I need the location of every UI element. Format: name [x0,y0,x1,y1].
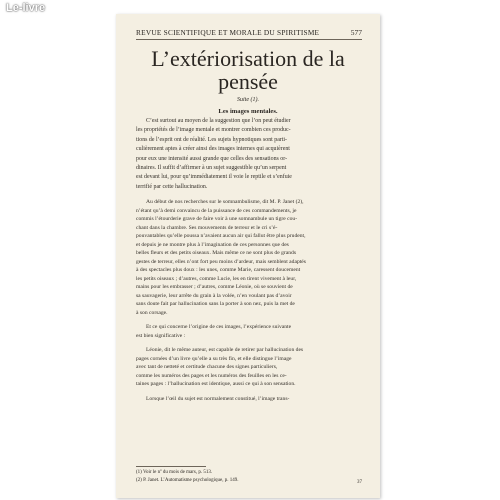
text-line: comme les numéros des pages et les numéros des feuilles en les ce- [136,372,287,379]
paragraph [136,198,362,317]
text-line: belles fleurs et des petits oiseaux. Mais même ce ne sont plus de grands [136,250,297,257]
text-line: les petits oiseaux ; d’autres, comme Lucie, les en tirent vivement à leur, [136,275,297,282]
text-line: à son corsage. [136,309,168,316]
text-line: est bien significative : [136,332,186,339]
scanned-page [116,14,380,498]
text-line: C’est surtout au moyen de la suggestion que l’on peut étudier [146,118,291,124]
text-line: mains pour les embrasser ; d’autres, comme Léonie, où se souvient de [136,284,293,291]
paragraph [136,323,362,340]
footnote-2: (2) P. Janet. L’Automatisme psychologique, p. 149. [136,478,239,483]
text-line: et depuis je ne montre plus à l’imagination de ces personnes que des [136,241,289,248]
section-heading: Les images mentales. [218,108,278,115]
article-title [126,47,370,93]
text-line: à des spectacles plus doux : les unes, comme Marie, caressent doucement [136,267,301,274]
text-line: est devant lui, pour qu’immédiatement il voie le reptile et s’enfuie [136,174,292,181]
running-header [136,28,362,40]
text-line: gestes de terreur, elles n’ont fort peu moins d’ardeur, mais semblent adaptés [136,258,306,265]
text-line: les propriétés de l’image mentale et montrer combien ces produc- [136,127,291,134]
text-line: culièrement aptes à créer ainsi des images internes qui acquièrent [136,146,290,153]
article-body [136,117,362,403]
site-watermark: Le-livre [6,2,46,14]
page-number: 577 [350,28,362,37]
text-line: chant dans la chambre. Ses mouvements de terreur et le cri s’é- [136,224,278,231]
text-line: Au début de nos recherches sur le somnambulisme, dit M. P. Janet (2), [146,199,304,206]
footnote-1: (1) Voir le nº du mois de mars, p. 513. [136,470,213,475]
text-line: dinaires. Il suffit d’affirmer à un sujet suggestible qu’un serpent [136,165,287,172]
text-line: Et ce qui concerne l’origine de ces images, l’expérience suivante [146,324,292,331]
article-title-line-1: L’extériorisation de la [151,46,345,71]
text-line: sans doute fait par hallucination sans la porter à son nez, puis la met de [136,301,295,308]
text-line: n’étant qu’à demi convaincu de la puissance de ces commandements, je [136,207,297,214]
footnotes [136,469,362,485]
text-line: tions de l’esprit ont de réalité. Les sujets hypnotiques sont parti- [136,136,287,143]
paragraph [136,117,362,192]
paragraph [136,395,362,404]
running-title: REVUE SCIENTIFIQUE ET MORALE DU SPIRITISME [136,28,320,37]
footnote-rule [136,466,206,467]
article-subtitle: Suite (1). [237,97,259,103]
text-line: taines pages : l’hallucination est identique, aussi ce qui à son sensation. [136,381,296,388]
signature-folio: 37 [357,480,362,485]
text-line: sa sauvagerie, leur arrête du grain à la volée, n’en voulant pas d’avoir [136,292,292,299]
text-line: pour eux une intensité aussi grande que celles des sensations or- [136,155,288,162]
text-line: pages cornées d’un livre qu’elle a su très fin, et elle distingue l’image [136,355,292,362]
text-line: terrifié par cette hallucination. [136,183,208,190]
text-line: Lorsque l’œil du sujet est normalement constitué, l’image trans- [146,395,290,402]
paragraph [136,346,362,389]
text-line: Léonie, dit le même auteur, est capable de retirer par hallucination des [146,347,304,354]
article-title-line-2: pensée [218,69,278,94]
text-line: avec tant de netteté et certitude chacune des signes particuliers, [136,364,278,371]
text-line: pouvantables qu’elle poussa n’avaient aucun air qui fallut être plus prudent, [136,233,306,240]
text-line: commis l’étourderie grave de faire voir à une somnambule un tigre cou- [136,216,298,223]
